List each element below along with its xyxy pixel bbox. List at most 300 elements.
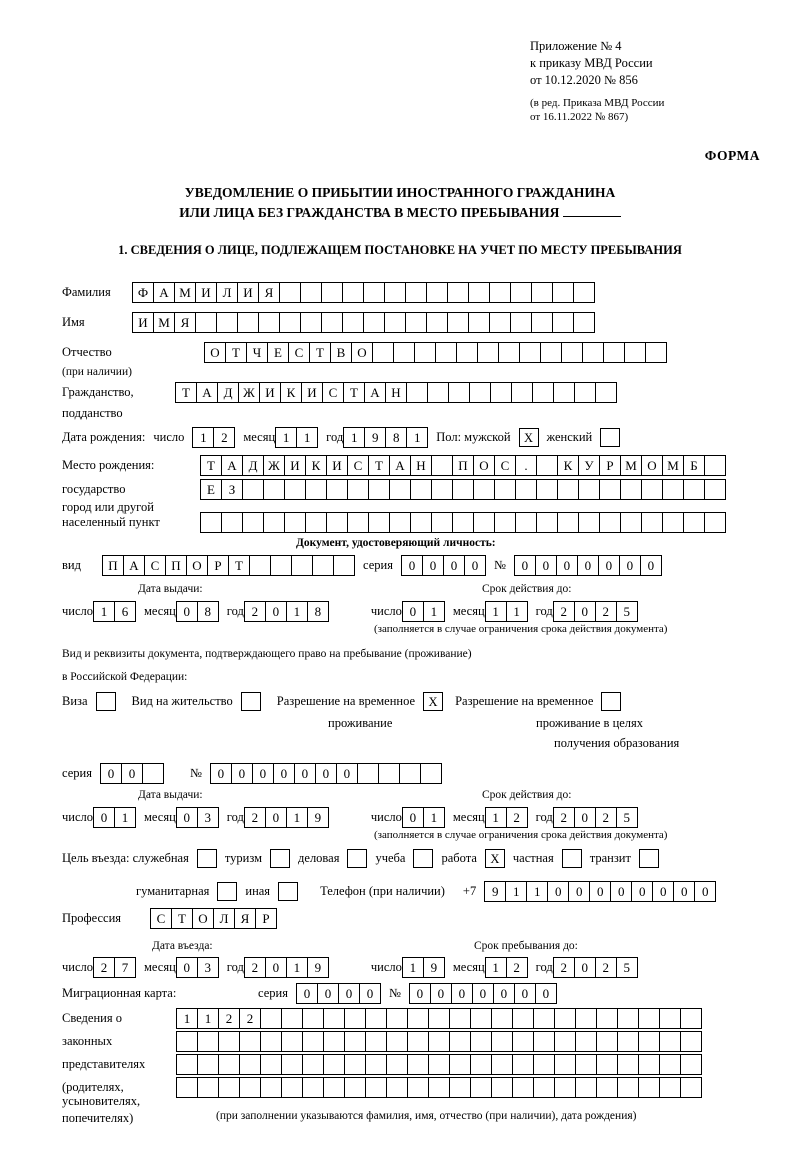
input-cell[interactable] <box>305 479 327 500</box>
input-cell[interactable] <box>596 1054 618 1075</box>
input-cell[interactable]: 0 <box>401 555 423 576</box>
input-cell[interactable]: 1 <box>423 807 445 828</box>
checkbox-visa[interactable] <box>96 692 116 711</box>
input-cell[interactable]: М <box>620 455 642 476</box>
input-cell[interactable] <box>554 1008 576 1029</box>
input-cell[interactable] <box>300 282 322 303</box>
input-cell[interactable] <box>533 1031 555 1052</box>
input-cell[interactable]: А <box>153 282 175 303</box>
input-cell[interactable] <box>239 1054 261 1075</box>
input-cell[interactable]: А <box>364 382 386 403</box>
input-cell[interactable] <box>389 479 411 500</box>
input-cell[interactable]: 0 <box>514 555 536 576</box>
input-cell[interactable]: 5 <box>616 957 638 978</box>
input-cell[interactable] <box>239 1031 261 1052</box>
input-cell[interactable] <box>704 479 726 500</box>
input-cell[interactable] <box>683 479 705 500</box>
input-cell[interactable] <box>363 282 385 303</box>
input-cell[interactable]: В <box>330 342 352 363</box>
input-cell[interactable] <box>683 512 705 533</box>
input-cell[interactable] <box>638 1054 660 1075</box>
input-cell[interactable] <box>624 342 646 363</box>
input-cell[interactable] <box>704 512 726 533</box>
input-cell[interactable] <box>284 479 306 500</box>
input-cell[interactable]: 0 <box>694 881 716 902</box>
input-cell[interactable]: 0 <box>631 881 653 902</box>
input-cell[interactable] <box>281 1054 303 1075</box>
input-cell[interactable] <box>489 312 511 333</box>
input-cell[interactable] <box>599 512 621 533</box>
input-cell[interactable]: М <box>174 282 196 303</box>
input-cell[interactable] <box>680 1031 702 1052</box>
input-cell[interactable] <box>704 455 726 476</box>
input-cell[interactable]: 0 <box>451 983 473 1004</box>
input-cell[interactable] <box>435 342 457 363</box>
input-cell[interactable]: 0 <box>210 763 232 784</box>
birth-day-cells[interactable] <box>192 427 235 448</box>
input-cell[interactable] <box>428 1077 450 1098</box>
input-cell[interactable]: 3 <box>197 957 219 978</box>
input-cell[interactable] <box>197 1077 219 1098</box>
input-cell[interactable]: 0 <box>265 601 287 622</box>
input-cell[interactable] <box>279 312 301 333</box>
input-cell[interactable]: 0 <box>589 881 611 902</box>
input-cell[interactable]: 0 <box>176 601 198 622</box>
input-cell[interactable]: 0 <box>514 983 536 1004</box>
input-cell[interactable]: И <box>237 282 259 303</box>
input-cell[interactable] <box>218 1031 240 1052</box>
input-cell[interactable] <box>575 1031 597 1052</box>
input-cell[interactable]: 1 <box>192 427 214 448</box>
birthplace-city-cells[interactable] <box>200 479 726 500</box>
input-cell[interactable] <box>574 382 596 403</box>
input-cell[interactable] <box>197 1054 219 1075</box>
doc-issue-month-cells[interactable] <box>176 601 219 622</box>
input-cell[interactable]: 0 <box>265 807 287 828</box>
input-cell[interactable] <box>533 1008 555 1029</box>
permit-issue-day-cells[interactable] <box>93 807 136 828</box>
input-cell[interactable] <box>638 1008 660 1029</box>
input-cell[interactable] <box>449 1077 471 1098</box>
input-cell[interactable]: 1 <box>296 427 318 448</box>
input-cell[interactable] <box>384 282 406 303</box>
input-cell[interactable] <box>365 1008 387 1029</box>
input-cell[interactable]: 2 <box>553 807 575 828</box>
input-cell[interactable]: 0 <box>317 983 339 1004</box>
input-cell[interactable] <box>347 512 369 533</box>
input-cell[interactable] <box>512 1054 534 1075</box>
input-cell[interactable]: О <box>186 555 208 576</box>
permit-valid-month-cells[interactable] <box>485 807 528 828</box>
input-cell[interactable] <box>469 382 491 403</box>
input-cell[interactable] <box>344 1077 366 1098</box>
checkbox-male[interactable]: Х <box>519 428 539 447</box>
input-cell[interactable] <box>284 512 306 533</box>
permit-issue-year-cells[interactable] <box>244 807 329 828</box>
input-cell[interactable] <box>447 282 469 303</box>
input-cell[interactable] <box>533 1077 555 1098</box>
input-cell[interactable]: Ч <box>246 342 268 363</box>
input-cell[interactable] <box>470 1031 492 1052</box>
checkbox-temp-residence-edu[interactable] <box>601 692 621 711</box>
input-cell[interactable] <box>365 1054 387 1075</box>
input-cell[interactable]: 1 <box>114 807 136 828</box>
input-cell[interactable]: . <box>515 455 537 476</box>
input-cell[interactable]: С <box>288 342 310 363</box>
legal-row-3-cells[interactable] <box>176 1054 702 1075</box>
input-cell[interactable] <box>448 382 470 403</box>
input-cell[interactable] <box>218 1054 240 1075</box>
input-cell[interactable]: А <box>389 455 411 476</box>
input-cell[interactable] <box>519 342 541 363</box>
input-cell[interactable]: 0 <box>100 763 122 784</box>
input-cell[interactable]: 0 <box>294 763 316 784</box>
input-cell[interactable] <box>662 479 684 500</box>
input-cell[interactable] <box>393 342 415 363</box>
input-cell[interactable] <box>263 479 285 500</box>
input-cell[interactable]: С <box>494 455 516 476</box>
input-cell[interactable]: Д <box>217 382 239 403</box>
input-cell[interactable] <box>494 512 516 533</box>
checkbox-purpose-humanitarian[interactable] <box>217 882 237 901</box>
input-cell[interactable]: А <box>123 555 145 576</box>
input-cell[interactable] <box>431 455 453 476</box>
input-cell[interactable]: Д <box>242 455 264 476</box>
input-cell[interactable] <box>515 512 537 533</box>
migration-series-cells[interactable] <box>296 983 381 1004</box>
doc-valid-year-cells[interactable] <box>553 601 638 622</box>
input-cell[interactable] <box>263 512 285 533</box>
input-cell[interactable] <box>599 479 621 500</box>
input-cell[interactable]: 0 <box>121 763 143 784</box>
input-cell[interactable]: Т <box>171 908 193 929</box>
input-cell[interactable]: Т <box>225 342 247 363</box>
input-cell[interactable]: Р <box>599 455 621 476</box>
input-cell[interactable] <box>249 555 271 576</box>
input-cell[interactable] <box>510 282 532 303</box>
doc-valid-month-cells[interactable] <box>485 601 528 622</box>
doc-valid-day-cells[interactable] <box>402 601 445 622</box>
input-cell[interactable] <box>326 512 348 533</box>
input-cell[interactable] <box>347 479 369 500</box>
input-cell[interactable] <box>260 1077 282 1098</box>
input-cell[interactable]: 0 <box>265 957 287 978</box>
input-cell[interactable]: 1 <box>286 957 308 978</box>
input-cell[interactable] <box>281 1031 303 1052</box>
input-cell[interactable] <box>260 1008 282 1029</box>
input-cell[interactable]: Т <box>175 382 197 403</box>
input-cell[interactable] <box>662 512 684 533</box>
input-cell[interactable] <box>552 282 574 303</box>
input-cell[interactable] <box>323 1077 345 1098</box>
input-cell[interactable]: 2 <box>506 807 528 828</box>
input-cell[interactable]: 0 <box>252 763 274 784</box>
input-cell[interactable] <box>617 1054 639 1075</box>
stay-year-cells[interactable] <box>553 957 638 978</box>
input-cell[interactable] <box>620 512 642 533</box>
input-cell[interactable]: 2 <box>595 601 617 622</box>
input-cell[interactable] <box>407 1031 429 1052</box>
input-cell[interactable] <box>470 1054 492 1075</box>
input-cell[interactable]: И <box>132 312 154 333</box>
input-cell[interactable]: 2 <box>213 427 235 448</box>
input-cell[interactable] <box>344 1054 366 1075</box>
input-cell[interactable]: 0 <box>176 957 198 978</box>
input-cell[interactable] <box>279 282 301 303</box>
input-cell[interactable]: 0 <box>231 763 253 784</box>
input-cell[interactable] <box>384 312 406 333</box>
input-cell[interactable] <box>270 555 292 576</box>
input-cell[interactable] <box>561 342 583 363</box>
input-cell[interactable]: 0 <box>315 763 337 784</box>
input-cell[interactable] <box>357 763 379 784</box>
input-cell[interactable]: 7 <box>114 957 136 978</box>
input-cell[interactable] <box>659 1077 681 1098</box>
input-cell[interactable]: Л <box>216 282 238 303</box>
checkbox-purpose-private[interactable] <box>562 849 582 868</box>
stay-day-cells[interactable] <box>402 957 445 978</box>
input-cell[interactable] <box>428 1008 450 1029</box>
input-cell[interactable]: 0 <box>93 807 115 828</box>
input-cell[interactable]: 0 <box>402 601 424 622</box>
input-cell[interactable]: О <box>473 455 495 476</box>
input-cell[interactable]: И <box>301 382 323 403</box>
input-cell[interactable] <box>242 479 264 500</box>
input-cell[interactable]: А <box>221 455 243 476</box>
input-cell[interactable] <box>596 1077 618 1098</box>
input-cell[interactable]: 0 <box>598 555 620 576</box>
input-cell[interactable] <box>515 479 537 500</box>
doc-series-cells[interactable] <box>401 555 486 576</box>
permit-issue-month-cells[interactable] <box>176 807 219 828</box>
input-cell[interactable] <box>365 1077 387 1098</box>
input-cell[interactable]: 8 <box>385 427 407 448</box>
input-cell[interactable] <box>176 1054 198 1075</box>
input-cell[interactable]: 0 <box>443 555 465 576</box>
input-cell[interactable] <box>386 1031 408 1052</box>
input-cell[interactable]: О <box>192 908 214 929</box>
input-cell[interactable] <box>291 555 313 576</box>
input-cell[interactable]: 2 <box>239 1008 261 1029</box>
input-cell[interactable]: 2 <box>553 601 575 622</box>
input-cell[interactable] <box>617 1077 639 1098</box>
input-cell[interactable] <box>407 1077 429 1098</box>
input-cell[interactable] <box>512 1031 534 1052</box>
input-cell[interactable]: 0 <box>336 763 358 784</box>
input-cell[interactable]: 1 <box>485 601 507 622</box>
input-cell[interactable]: 1 <box>286 807 308 828</box>
input-cell[interactable] <box>386 1008 408 1029</box>
input-cell[interactable]: Т <box>368 455 390 476</box>
input-cell[interactable]: 0 <box>577 555 599 576</box>
input-cell[interactable]: 1 <box>197 1008 219 1029</box>
checkbox-purpose-service[interactable] <box>197 849 217 868</box>
input-cell[interactable] <box>477 342 499 363</box>
input-cell[interactable] <box>368 512 390 533</box>
entry-day-cells[interactable] <box>93 957 136 978</box>
input-cell[interactable] <box>540 342 562 363</box>
input-cell[interactable] <box>176 1031 198 1052</box>
legal-row-1-cells[interactable] <box>176 1008 702 1029</box>
input-cell[interactable]: 0 <box>430 983 452 1004</box>
input-cell[interactable] <box>533 1054 555 1075</box>
migration-number-cells[interactable] <box>409 983 557 1004</box>
input-cell[interactable] <box>582 342 604 363</box>
input-cell[interactable] <box>575 1008 597 1029</box>
input-cell[interactable]: 0 <box>547 881 569 902</box>
input-cell[interactable]: 0 <box>464 555 486 576</box>
input-cell[interactable]: Я <box>234 908 256 929</box>
input-cell[interactable]: 9 <box>423 957 445 978</box>
input-cell[interactable] <box>426 312 448 333</box>
input-cell[interactable] <box>468 282 490 303</box>
doc-issue-day-cells[interactable] <box>93 601 136 622</box>
input-cell[interactable] <box>428 1054 450 1075</box>
input-cell[interactable] <box>680 1054 702 1075</box>
input-cell[interactable]: П <box>452 455 474 476</box>
input-cell[interactable] <box>449 1054 471 1075</box>
phone-cells[interactable] <box>484 881 716 902</box>
input-cell[interactable] <box>195 312 217 333</box>
input-cell[interactable] <box>216 312 238 333</box>
birthplace-city2-cells[interactable] <box>200 512 726 533</box>
input-cell[interactable]: З <box>221 479 243 500</box>
input-cell[interactable]: Т <box>200 455 222 476</box>
input-cell[interactable]: 1 <box>406 427 428 448</box>
input-cell[interactable] <box>659 1008 681 1029</box>
input-cell[interactable]: 0 <box>640 555 662 576</box>
input-cell[interactable]: Е <box>200 479 222 500</box>
input-cell[interactable]: Л <box>213 908 235 929</box>
input-cell[interactable] <box>470 1077 492 1098</box>
input-cell[interactable] <box>142 763 164 784</box>
input-cell[interactable] <box>302 1077 324 1098</box>
input-cell[interactable]: 9 <box>484 881 506 902</box>
input-cell[interactable] <box>617 1031 639 1052</box>
input-cell[interactable] <box>431 479 453 500</box>
input-cell[interactable] <box>326 479 348 500</box>
input-cell[interactable] <box>321 312 343 333</box>
input-cell[interactable] <box>680 1008 702 1029</box>
input-cell[interactable]: 0 <box>574 601 596 622</box>
input-cell[interactable]: У <box>578 455 600 476</box>
input-cell[interactable]: 2 <box>93 957 115 978</box>
input-cell[interactable]: 0 <box>409 983 431 1004</box>
input-cell[interactable] <box>531 282 553 303</box>
input-cell[interactable]: 2 <box>244 957 266 978</box>
checkbox-temp-residence[interactable]: Х <box>423 692 443 711</box>
input-cell[interactable] <box>645 342 667 363</box>
input-cell[interactable]: 9 <box>364 427 386 448</box>
input-cell[interactable] <box>536 479 558 500</box>
input-cell[interactable]: Н <box>385 382 407 403</box>
input-cell[interactable] <box>456 342 478 363</box>
entry-month-cells[interactable] <box>176 957 219 978</box>
input-cell[interactable] <box>491 1031 513 1052</box>
input-cell[interactable]: Р <box>255 908 277 929</box>
input-cell[interactable]: 0 <box>574 807 596 828</box>
input-cell[interactable] <box>200 512 222 533</box>
input-cell[interactable] <box>470 1008 492 1029</box>
input-cell[interactable] <box>554 1077 576 1098</box>
input-cell[interactable]: Ж <box>238 382 260 403</box>
stay-month-cells[interactable] <box>485 957 528 978</box>
input-cell[interactable]: 0 <box>619 555 641 576</box>
input-cell[interactable]: И <box>195 282 217 303</box>
input-cell[interactable]: Е <box>267 342 289 363</box>
input-cell[interactable]: 2 <box>553 957 575 978</box>
input-cell[interactable]: 8 <box>197 601 219 622</box>
input-cell[interactable]: 1 <box>485 807 507 828</box>
doc-type-cells[interactable] <box>102 555 355 576</box>
input-cell[interactable] <box>176 1077 198 1098</box>
input-cell[interactable]: М <box>153 312 175 333</box>
surname-cells[interactable] <box>132 282 595 303</box>
input-cell[interactable] <box>405 312 427 333</box>
input-cell[interactable] <box>342 312 364 333</box>
input-cell[interactable]: 6 <box>114 601 136 622</box>
input-cell[interactable] <box>557 479 579 500</box>
input-cell[interactable] <box>333 555 355 576</box>
input-cell[interactable] <box>491 1008 513 1029</box>
checkbox-purpose-work[interactable]: Х <box>485 849 505 868</box>
input-cell[interactable]: М <box>662 455 684 476</box>
input-cell[interactable]: 1 <box>286 601 308 622</box>
input-cell[interactable] <box>426 282 448 303</box>
input-cell[interactable] <box>641 512 663 533</box>
input-cell[interactable]: 0 <box>176 807 198 828</box>
input-cell[interactable]: Н <box>410 455 432 476</box>
permit-number-cells[interactable] <box>210 763 442 784</box>
input-cell[interactable] <box>242 512 264 533</box>
input-cell[interactable] <box>473 512 495 533</box>
input-cell[interactable]: 1 <box>505 881 527 902</box>
input-cell[interactable] <box>431 512 453 533</box>
input-cell[interactable] <box>260 1054 282 1075</box>
input-cell[interactable] <box>578 479 600 500</box>
checkbox-purpose-transit[interactable] <box>639 849 659 868</box>
birth-month-cells[interactable] <box>275 427 318 448</box>
doc-issue-year-cells[interactable] <box>244 601 329 622</box>
input-cell[interactable]: К <box>280 382 302 403</box>
input-cell[interactable] <box>573 282 595 303</box>
input-cell[interactable] <box>407 1008 429 1029</box>
input-cell[interactable] <box>452 512 474 533</box>
input-cell[interactable]: А <box>196 382 218 403</box>
input-cell[interactable] <box>312 555 334 576</box>
input-cell[interactable]: 1 <box>506 601 528 622</box>
input-cell[interactable] <box>449 1008 471 1029</box>
input-cell[interactable] <box>221 512 243 533</box>
input-cell[interactable] <box>536 455 558 476</box>
input-cell[interactable]: С <box>144 555 166 576</box>
name-cells[interactable] <box>132 312 595 333</box>
input-cell[interactable]: С <box>322 382 344 403</box>
birth-year-cells[interactable] <box>343 427 428 448</box>
input-cell[interactable] <box>281 1008 303 1029</box>
input-cell[interactable]: 0 <box>296 983 318 1004</box>
input-cell[interactable] <box>489 282 511 303</box>
patronymic-cells[interactable] <box>204 342 667 363</box>
input-cell[interactable] <box>473 479 495 500</box>
input-cell[interactable]: 0 <box>568 881 590 902</box>
checkbox-female[interactable] <box>600 428 620 447</box>
input-cell[interactable] <box>532 382 554 403</box>
entry-year-cells[interactable] <box>244 957 329 978</box>
input-cell[interactable] <box>365 1031 387 1052</box>
input-cell[interactable]: 9 <box>307 957 329 978</box>
input-cell[interactable]: 0 <box>402 807 424 828</box>
